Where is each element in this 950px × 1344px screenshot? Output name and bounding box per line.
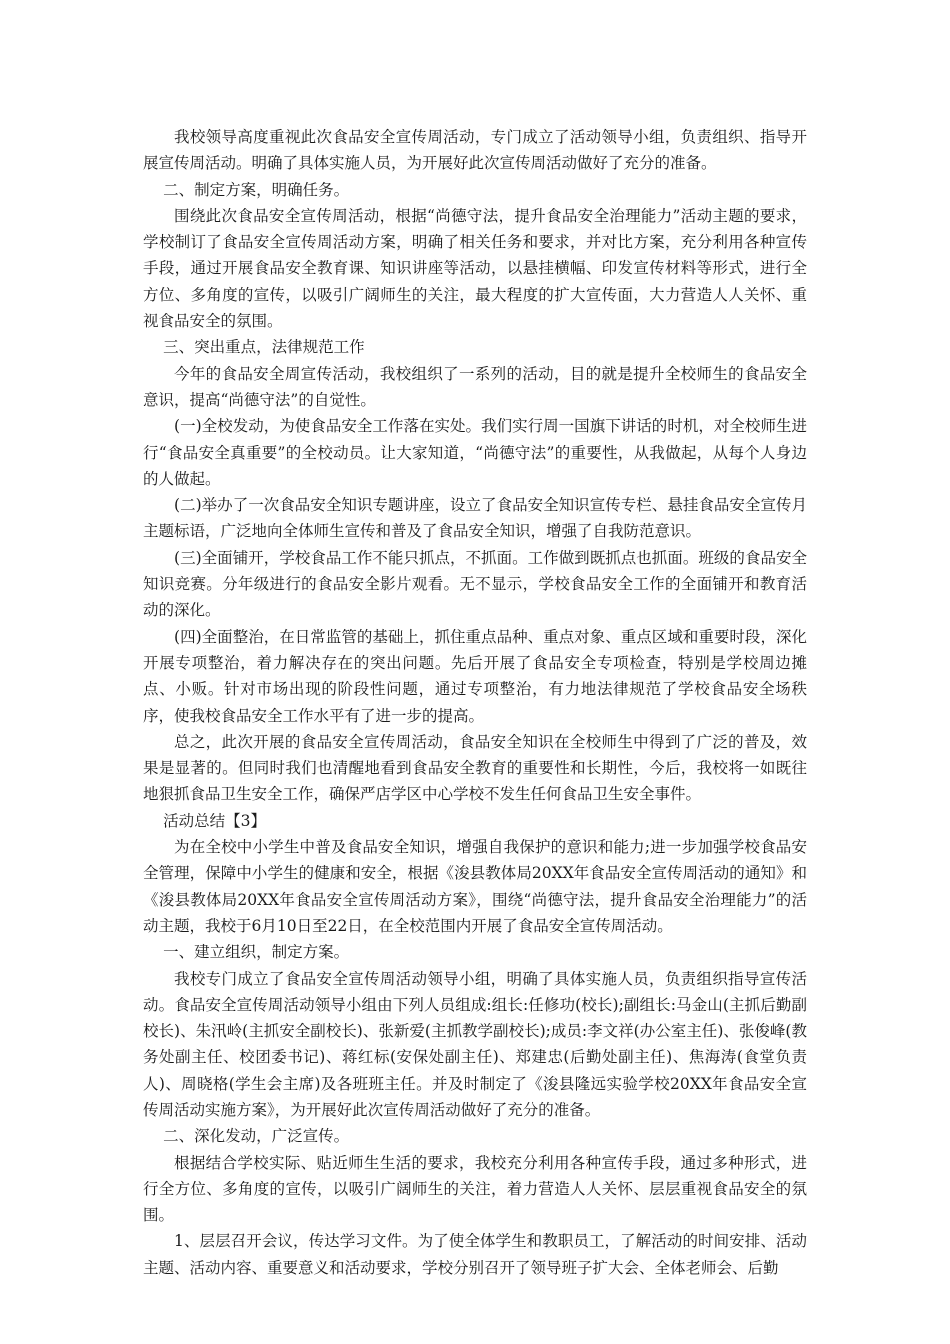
section-heading-organization: 一、建立组织，制定方案。 (163, 943, 350, 962)
paragraph-item-3: (三)全面铺开，学校食品工作不能只抓点，不抓面。工作做到既抓点也抓面。班级的食品安全知识竞赛。分年级进行的食品安全影片观看。无不显示，学校食品安全工作的全面铺开和教育活动的深化。 (143, 548, 807, 620)
section-heading-plan: 二、制定方案，明确任务。 (163, 180, 350, 199)
section-heading-summary-3: 活动总结【3】 (163, 811, 267, 830)
paragraph-intro: 我校领导高度重视此次食品安全宣传周活动，专门成立了活动领导小组，负责组织、指导开展宣传周活动。明确了具体实施人员，为开展好此次宣传周活动做好了充分的准备。 (143, 128, 807, 173)
paragraph-meetings: 1、层层召开会议，传达学习文件。为了使全体学生和教职员工，了解活动的时间安排、活动主题、活动内容、重要意义和活动要求，学校分别召开了领导班子扩大会、全体老师会、后勤 (143, 1232, 807, 1277)
paragraph-item-2: (二)举办了一次食品安全知识专题讲座，设立了食品安全知识宣传专栏、悬挂食品安全宣传月主题标语，广泛地向全体师生宣传和普及了食品安全知识，增强了自我防范意识。 (143, 496, 807, 541)
paragraph-item-4: (四)全面整治，在日常监管的基础上，抓住重点品种、重点对象、重点区域和重要时段，深化开展专项整治，着力解决存在的突出问题。先后开展了食品安全专项检查，特别是学校周边摊点、小贩。针对市场出现的阶段性问题，通过专项整治，有力地法律规范了学校食品安全场秩序，使我校食品安全工作水平有了进一步的提高。 (143, 627, 807, 725)
paragraph-conclusion: 总之，此次开展的食品安全宣传周活动，食品安全知识在全校师生中得到了广泛的普及，效果是显著的。但同时我们也清醒地看到食品安全教育的重要性和长期性，今后，我校将一如既往地狠抓食品卫生安全工作，确保严店学区中心学校不发生任何食品卫生安全事件。 (143, 732, 807, 804)
section-heading-publicity: 二、深化发动，广泛宣传。 (163, 1127, 350, 1146)
paragraph-plan: 围绕此次食品安全宣传周活动，根据“尚德守法，提升食品安全治理能力”活动主题的要求，学校制订了食品安全宣传周活动方案，明确了相关任务和要求，并对比方案，充分利用各种宣传手段，通过开展食品安全教育课、知识讲座等活动，以悬挂横幅、印发宣传材料等形式，进行全方位、多角度的宣传，以吸引广阔师生的关注，最大程度的扩大宣传面，大力营造人人关怀、重视食品安全的氛围。 (143, 206, 807, 331)
paragraph-focus-intro: 今年的食品安全周宣传活动，我校组织了一系列的活动，目的就是提升全校师生的食品安全意识，提高“尚德守法”的自觉性。 (143, 364, 807, 409)
section-heading-focus: 三、突出重点，法律规范工作 (163, 338, 365, 357)
paragraph-summary-intro: 为在全校中小学生中普及食品安全知识，增强自我保护的意识和能力;进一步加强学校食品安全管理，保障中小学生的健康和安全，根据《浚县教体局20XX年食品安全宣传周活动的通知》和《浚县教体局20XX年食品安全宣传周活动方案》，围绕“尚德守法，提升食品安全治理能力”的活动主题，我校于6月10日至22日，在全校范围内开展了食品安全宣传周活动。 (143, 838, 807, 935)
paragraph-publicity: 根据结合学校实际、贴近师生生活的要求，我校充分利用各种宣传手段，通过多种形式，进行全方位、多角度的宣传，以吸引广阔师生的关注，着力营造人人关怀、层层重视食品安全的氛围。 (143, 1153, 807, 1225)
paragraph-organization: 我校专门成立了食品安全宣传周活动领导小组，明确了具体实施人员，负责组织指导宣传活动。食品安全宣传周活动领导小组由下列人员组成:组长:任修功(校长);副组长:马金山(主抓后勤副校长)、朱汛岭(主抓安全副校长)、张新爱(主抓教学副校长);成员:李文祥(办公室主任)、张俊峰(教务处副主任、校团委书记)、蒋红标(安保处副主任)、郑建忠(后勤处副主任)、焦海涛(食堂负责人)、周晓格(学生会主席)及各班班主任。并及时制定了《浚县隆远实验学校20XX年食品安全宣传周活动实施方案》，为开展好此次宣传周活动做好了充分的准备。 (143, 969, 807, 1119)
paragraph-item-1: (一)全校发动，为使食品安全工作落在实处。我们实行周一国旗下讲话的时机，对全校师生进行“食品安全真重要”的全校动员。让大家知道，“尚德守法”的重要性，从我做起，从每个人身边的人做起。 (143, 417, 807, 488)
